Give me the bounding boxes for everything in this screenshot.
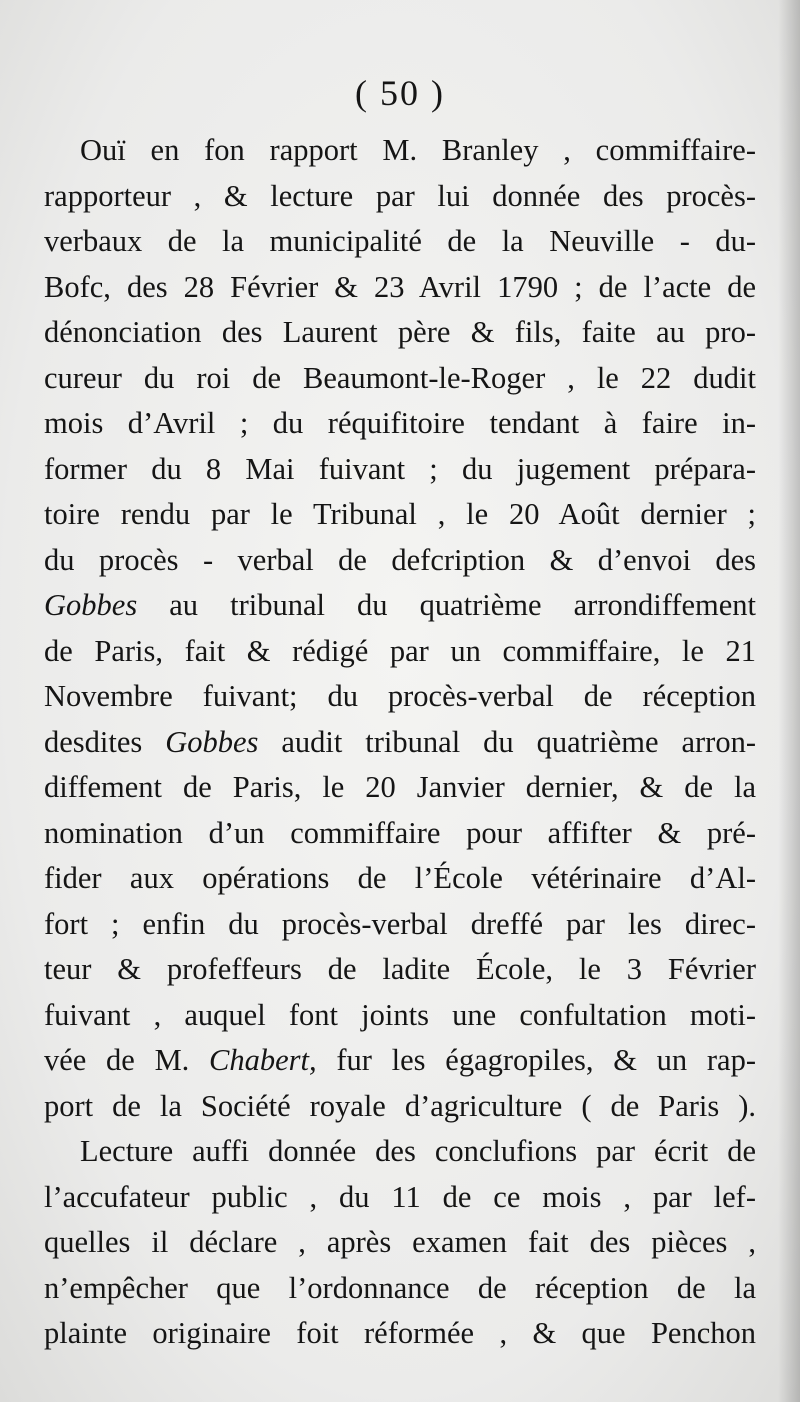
text-line-21: [44, 1038, 756, 1084]
text-line-15: diffement de Paris, le 20 Janvier dernier, & de la: [44, 770, 756, 804]
text-line-8: former du 8 Mai fuivant ; du jugement prépara-: [44, 451, 756, 486]
text-line-6: cureur du roi de Beaumont-le-Roger , le 22 dudit: [44, 360, 756, 395]
text-line-16: nomination d’un commiffaire pour affifter & pré-: [44, 815, 756, 850]
text-line-7: mois d’Avril ; du réquifitoire tendant à faire in-: [44, 406, 756, 440]
text-line-2: rapporteur , & lecture par lui donnée des procès-: [44, 178, 756, 213]
text-line-1: Ouï en fon rapport M. Branley , commiffaire-: [80, 133, 756, 167]
text-line-25: quelles il déclare , après examen fait des pièces ,: [44, 1225, 756, 1259]
text-line-18: fort ; enfin du procès-verbal dreffé par les direc-: [44, 906, 756, 941]
text-line-17: fider aux opérations de l’École vétérinaire d’Al-: [44, 861, 756, 895]
text-line-3: verbaux de la municipalité de la Neuville - du-: [44, 224, 756, 258]
page-edge-shadow: [778, 0, 800, 1402]
text-line-20: fuivant , auquel font joints une confultation moti-: [44, 997, 756, 1032]
text-line-14-rest: audit tribunal du quatrième arron-: [258, 724, 756, 759]
italic-gobbes-2: Gobbes: [165, 724, 259, 759]
text-line-12: de Paris, fait & rédigé par un commiffaire, le 21: [44, 633, 756, 668]
italic-chabert: Chabert,: [209, 1043, 317, 1077]
page-number: ( 50 ): [355, 73, 445, 113]
text-line-5: dénonciation des Laurent père & fils, faite au pro-: [44, 315, 756, 349]
text-line-27: plainte originaire foit réformée , & que Penchon: [44, 1316, 756, 1350]
text-line-21-before: vée de M.: [44, 1043, 210, 1077]
text-line-13: Novembre fuivant; du procès-verbal de réception: [44, 679, 756, 713]
text-line-22: port de la Société royale d’agriculture ( de Paris ).: [44, 1088, 756, 1123]
text-line-26: n’empêcher que l’ordonnance de réception de la: [44, 1270, 756, 1305]
text-line-23: Lecture auffi donnée des conclufions par écrit de: [80, 1134, 756, 1168]
italic-gobbes: Gobbes: [44, 588, 138, 622]
text-line-24: l’accufateur public , du 11 de ce mois , par lef-: [44, 1179, 756, 1214]
body-text: [44, 128, 756, 1357]
text-line-4: Bofc, des 28 Février & 23 Avril 1790 ; de l’acte de: [44, 269, 756, 304]
text-line-14-before: desdites: [44, 724, 166, 759]
text-line-10: du procès - verbal de defcription & d’envoi des: [44, 542, 756, 577]
text-line-19: teur & profeffeurs de ladite École, le 3 Février: [44, 952, 756, 986]
text-line-14: [44, 720, 756, 766]
text-line-21-rest: fur les égagropiles, & un rap-: [316, 1043, 757, 1077]
text-line-9: toire rendu par le Tribunal , le 20 Août dernier ;: [44, 497, 756, 531]
text-line-11-rest: au tribunal du quatrième arrondiffement: [137, 588, 756, 622]
text-line-11: [44, 583, 756, 629]
